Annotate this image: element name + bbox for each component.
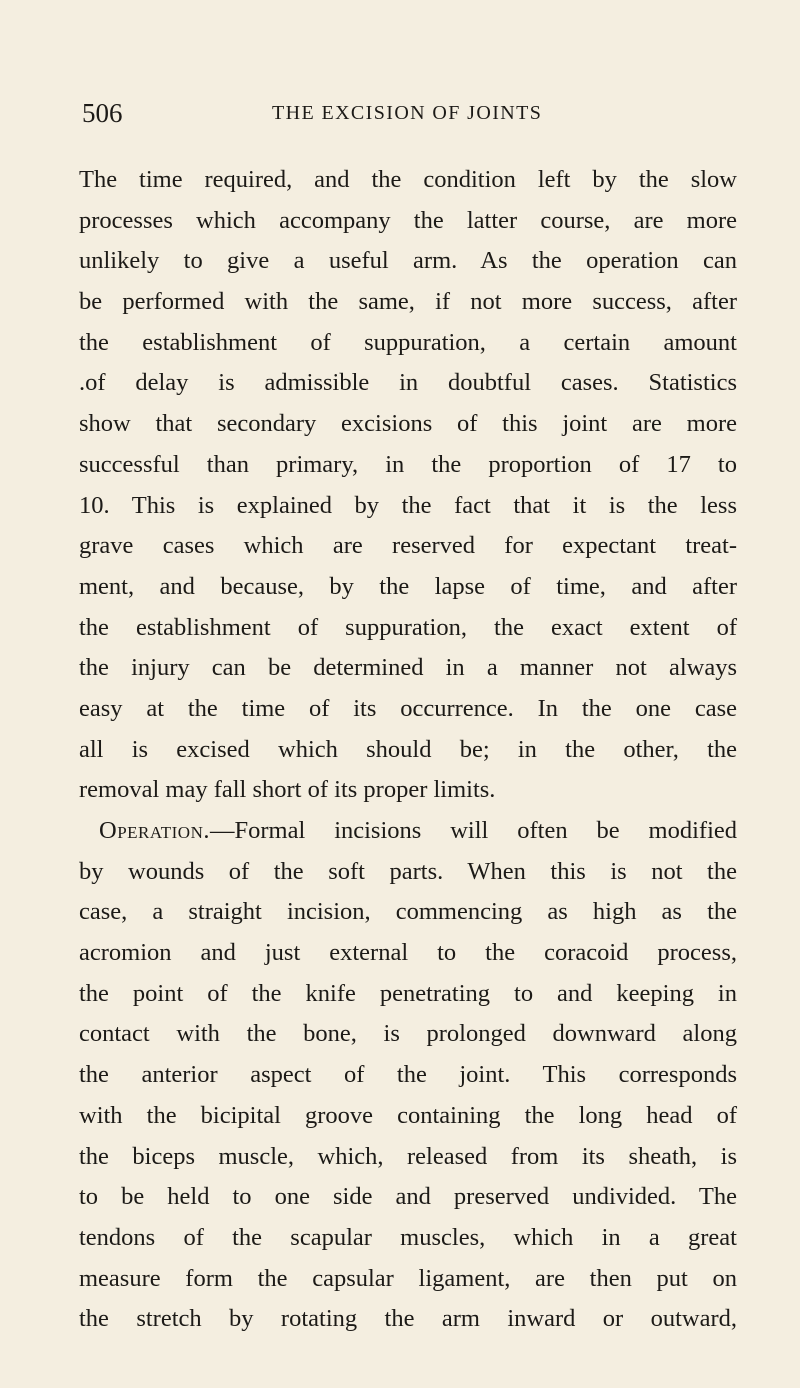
text-line: by wounds of the soft parts. When this is not the	[79, 857, 737, 885]
text-line: measure form the capsular ligament, are then put on	[79, 1264, 737, 1292]
text-line: processes which accompany the latter course, are more	[79, 206, 737, 234]
text-line: acromion and just external to the coracoid process,	[79, 939, 737, 967]
text-line: the biceps muscle, which, released from its sheath, is	[79, 1142, 737, 1170]
text-line: be performed with the same, if not more success, after	[79, 288, 737, 316]
text-line: the establishment of suppuration, the exact extent of	[79, 613, 737, 641]
text-line: the anterior aspect of the joint. This corresponds	[79, 1061, 737, 1089]
text-line: unlikely to give a useful arm. As the operation can	[79, 247, 737, 275]
text-line: the point of the knife penetrating to and keeping in	[79, 979, 737, 1007]
operation-heading: Operation.	[99, 817, 210, 844]
page-header	[82, 93, 740, 133]
text-line: the stretch by rotating the arm inward or outward,	[79, 1305, 737, 1333]
text-line: show that secondary excisions of this joint are more	[79, 410, 737, 438]
text-line: the establishment of suppuration, a certain amount	[79, 328, 737, 356]
text-line: grave cases which are reserved for expectant treat-	[79, 532, 737, 560]
text-line: The time required, and the condition left by the slow	[79, 166, 737, 193]
text-line: successful than primary, in the proportion of 17 to	[79, 450, 737, 478]
operation-paragraph-start	[79, 811, 737, 852]
operation-first-line-text: —Formal incisions will often be modified	[210, 817, 737, 844]
text-line: with the bicipital groove containing the long head of	[79, 1101, 737, 1129]
running-head: THE EXCISION OF JOINTS	[272, 102, 543, 124]
text-line: the injury can be determined in a manner not always	[79, 654, 737, 682]
text-line: case, a straight incision, commencing as high as the	[79, 898, 737, 926]
text-line: easy at the time of its occurrence. In the one case	[79, 694, 737, 722]
text-line: removal may fall short of its proper limits.	[79, 776, 496, 804]
text-line: to be held to one side and preserved undivided. The	[79, 1183, 737, 1211]
body-text	[79, 160, 737, 1340]
text-line: ment, and because, by the lapse of time, and after	[79, 572, 737, 600]
text-line: .of delay is admissible in doubtful cases. Statistics	[79, 369, 737, 397]
text-line: contact with the bone, is prolonged downward along	[79, 1020, 737, 1048]
text-line: all is excised which should be; in the other, the	[79, 735, 737, 763]
text-line: tendons of the scapular muscles, which in a great	[79, 1223, 737, 1251]
text-line: 10. This is explained by the fact that it is the less	[79, 491, 737, 519]
page-number: 506	[82, 98, 123, 128]
